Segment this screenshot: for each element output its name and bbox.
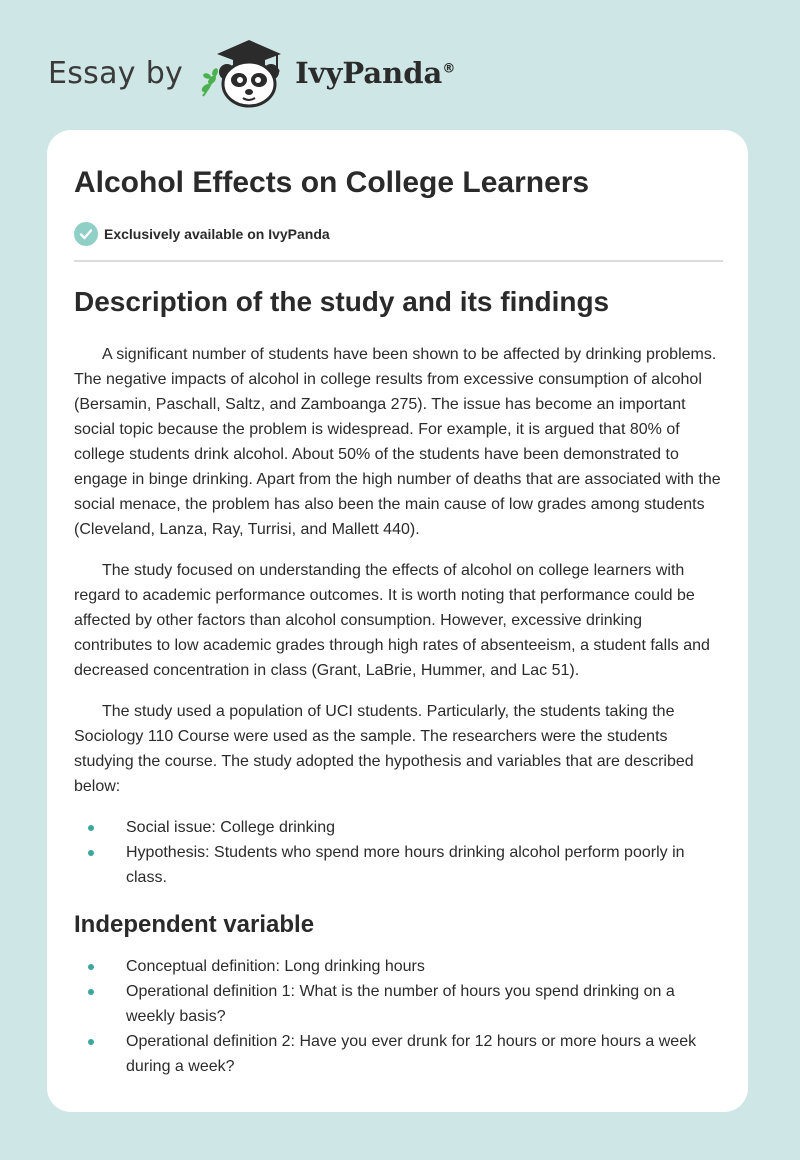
registered-mark: ®	[442, 61, 456, 77]
variable-list	[74, 954, 723, 1079]
list-item-text: Conceptual definition: Long drinking hours	[126, 958, 425, 975]
bullet-icon	[88, 825, 94, 831]
paragraph: The study focused on understanding the effects of alcohol on college learners with regard to academic performance outcomes. It is worth noting that performance could be affected by other factors than alcohol consumption. However, excessive drinking contributes to low academic grades through high rates of absenteeism, a student falls and decreased concentration in class (Grant, LaBrie, Hummer, and Lac 51).	[74, 562, 710, 679]
brand-prefix: Essay by	[48, 55, 184, 91]
exclusive-badge-text: Exclusively available on IvyPanda	[104, 226, 330, 242]
section-heading: Description of the study and its findings	[74, 286, 610, 317]
site-header	[48, 38, 455, 108]
bullet-icon	[88, 964, 94, 970]
panda-graduate-logo-icon[interactable]	[197, 38, 293, 108]
brand-name[interactable]: IvyPanda®	[295, 56, 456, 90]
list-item-text: Social issue: College drinking	[126, 819, 335, 836]
list-item	[74, 840, 723, 890]
bullet-icon	[88, 850, 94, 856]
bullet-icon	[88, 1039, 94, 1045]
paragraph: The study used a population of UCI students. Particularly, the students taking the Sociology 110 Course were used as the sample. The researchers were the students studying the course. The study adopted the hypothesis and variables that are described below:	[74, 703, 694, 795]
study-list	[74, 815, 723, 890]
essay-card	[47, 130, 748, 1112]
bullet-icon	[88, 989, 94, 995]
check-circle-icon	[74, 222, 98, 246]
essay-body	[74, 282, 723, 1099]
list-item-text: Operational definition 1: What is the number of hours you spend drinking on a weekly basis?	[126, 983, 675, 1025]
essay-title: Alcohol Effects on College Learners	[74, 166, 590, 199]
divider	[74, 260, 723, 262]
list-item	[74, 815, 723, 840]
exclusive-badge	[74, 222, 330, 246]
list-item	[74, 954, 723, 979]
list-item	[74, 1029, 723, 1079]
list-item	[74, 979, 723, 1029]
list-item-text: Hypothesis: Students who spend more hours drinking alcohol perform poorly in class.	[126, 844, 685, 886]
list-item-text: Operational definition 2: Have you ever drunk for 12 hours or more hours a week during a week?	[126, 1033, 697, 1075]
paragraph: A significant number of students have been shown to be affected by drinking problems. The negative impacts of alcohol in college results from excessive consumption of alcohol (Bersamin, Paschall, Saltz, and Zamboanga 275). The issue has become an important social topic because the problem is widespread. For example, it is argued that 80% of college students drink alcohol. About 50% of the students have been demonstrated to engage in binge drinking. Apart from the high number of deaths that are associated with the social menace, the problem has also been the main cause of low grades among students (Cleveland, Lanza, Ray, Turrisi, and Mallett 440).	[74, 346, 721, 538]
subheading: Independent variable	[74, 911, 315, 938]
